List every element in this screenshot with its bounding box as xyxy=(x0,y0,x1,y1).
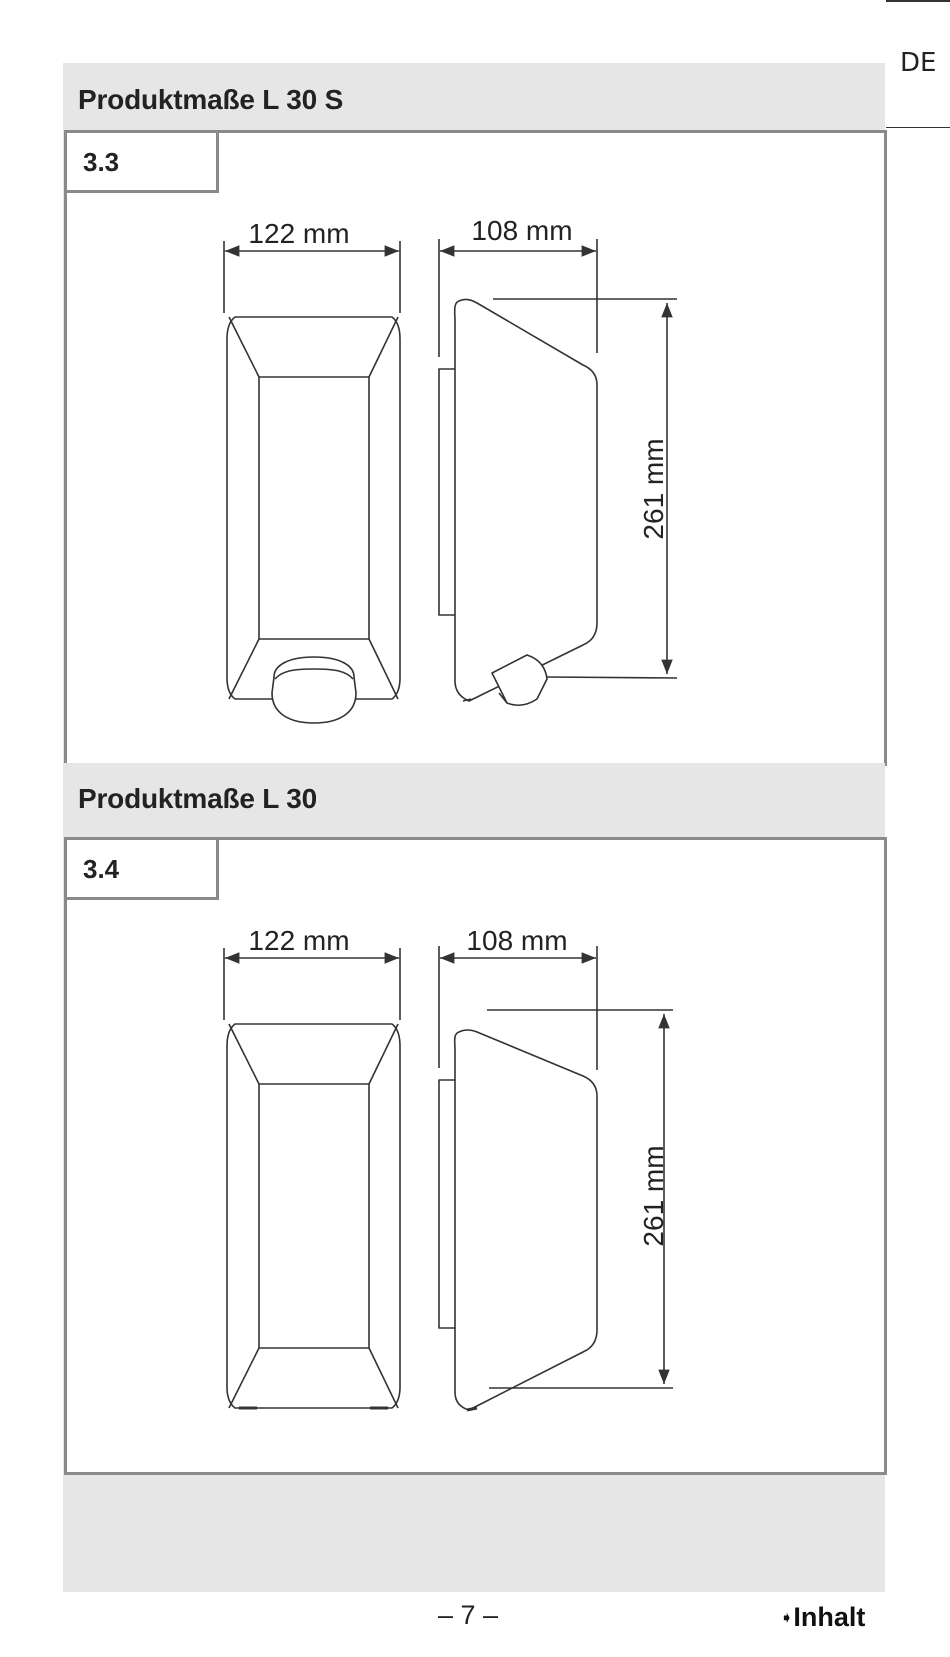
motion-sensor-front-icon xyxy=(272,657,356,723)
front-view-outline xyxy=(227,317,400,699)
page-number: – 7 – xyxy=(438,1600,499,1630)
side-view-outline xyxy=(439,1030,597,1410)
toc-link-label: Inhalt xyxy=(793,1602,866,1632)
language-tab-top-rule xyxy=(886,0,950,2)
side-view-outline xyxy=(439,299,597,701)
front-view-outline xyxy=(227,1024,400,1408)
depth-dimension-label: 108 mm xyxy=(466,925,568,956)
width-dimension-label: 122 mm xyxy=(248,218,350,249)
figure-label: 3.3 xyxy=(83,147,120,177)
language-tab xyxy=(886,0,950,128)
section-title-l30: Produktmaße L 30 xyxy=(78,783,318,814)
language-code: DE xyxy=(900,48,937,78)
figure-label: 3.4 xyxy=(83,854,120,884)
height-dimension-label: 261 mm xyxy=(638,438,669,540)
arrow-right-icon: ➧ xyxy=(780,1610,794,1627)
footer-band xyxy=(63,1480,885,1592)
dimension-drawing-l30 xyxy=(67,840,884,1472)
section-title-l30s: Produktmaße L 30 S xyxy=(78,84,344,115)
figure-frame-3-3 xyxy=(64,130,887,766)
language-tab-bottom-rule xyxy=(886,127,950,128)
table-of-contents-link[interactable] xyxy=(780,1602,865,1633)
width-dimension-label: 122 mm xyxy=(248,925,350,956)
depth-dimension-label: 108 mm xyxy=(471,215,573,246)
figure-frame-3-4 xyxy=(64,837,887,1475)
dimension-drawing-l30s xyxy=(67,133,884,763)
height-dimension-label: 261 mm xyxy=(638,1145,669,1247)
